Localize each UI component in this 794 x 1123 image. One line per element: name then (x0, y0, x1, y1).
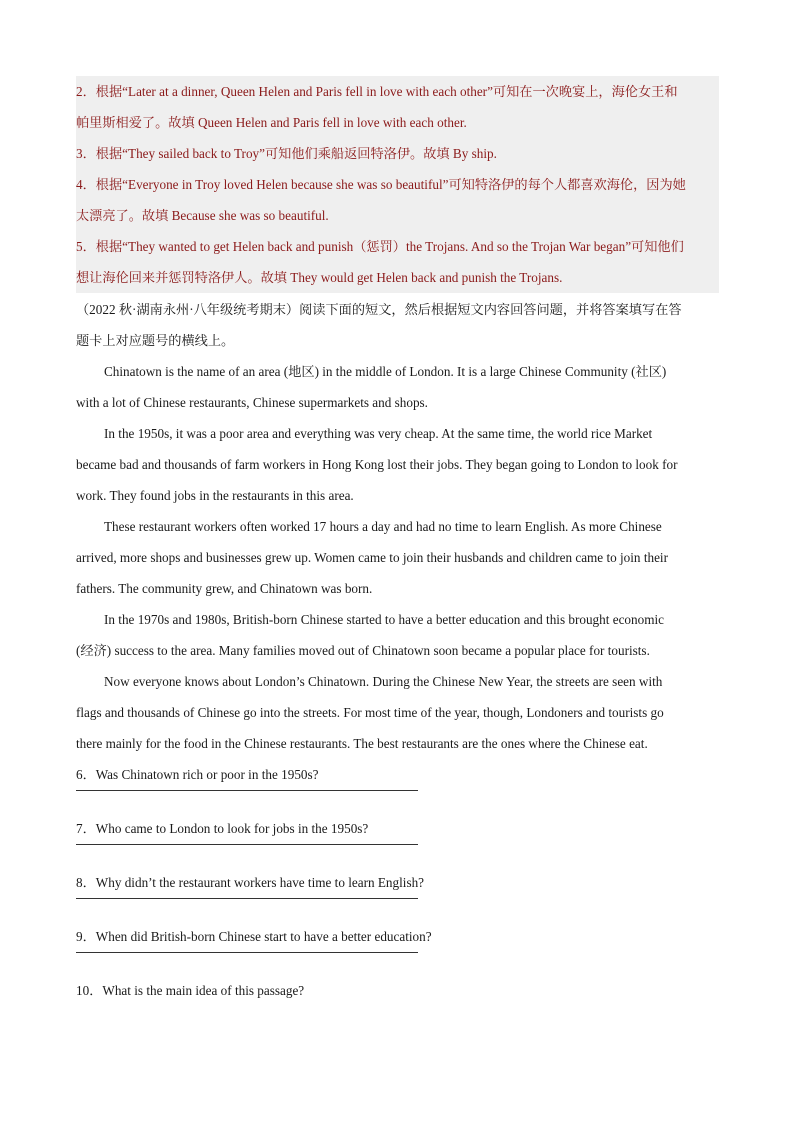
answer-blank-8[interactable] (76, 898, 418, 899)
passage-line: These restaurant workers often worked 17 hours a day and had no time to learn English. As more Chinese (104, 519, 662, 534)
question-8: 8．Why didn’t the restaurant workers have time to learn English? (76, 875, 425, 890)
passage-line: flags and thousands of Chinese go into the streets. For most time of the year, though, Londoners and tourists go (76, 705, 664, 720)
answer-line: 帕里斯相爱了。故填 Queen Helen and Paris fell in love with each other. (76, 115, 467, 130)
passage-line: In the 1970s and 1980s, British-born Chinese started to have a better education and this brought economic (104, 612, 664, 627)
answer-line: 4．根据“Everyone in Troy loved Helen because she was so beautiful”可知特洛伊的每个人都喜欢海伦，因为她 (76, 177, 686, 192)
answer-line: 想让海伦回来并惩罚特洛伊人。故填 They would get Helen back and punish the Trojans. (76, 270, 563, 285)
answer-line: 太漂亮了。故填 Because she was so beautiful. (76, 208, 329, 223)
passage-line: with a lot of Chinese restaurants, Chinese supermarkets and shops. (76, 395, 428, 410)
question-7: 7．Who came to London to look for jobs in the 1950s? (76, 821, 369, 836)
source-line: 题卡上对应题号的横线上。 (76, 333, 235, 348)
passage (76, 356, 719, 759)
passage-line: became bad and thousands of farm workers in Hong Kong lost their jobs. They began going to London to look for (76, 457, 678, 472)
passage-line: In the 1950s, it was a poor area and everything was very cheap. At the same time, the world rice Market (104, 426, 653, 441)
question-10: 10．What is the main idea of this passage? (76, 983, 305, 998)
question-9: 9．When did British-born Chinese start to have a better education? (76, 929, 432, 944)
passage-line: arrived, more shops and businesses grew up. Women came to join their husbands and children came to join their (76, 550, 668, 565)
answer-line: 5．根据“They wanted to get Helen back and punish（惩罚）the Trojans. And so the Trojan War began”可知他们 (76, 239, 684, 254)
answer-line: 2．根据“Later at a dinner, Queen Helen and Paris fell in love with each other”可知在一次晚宴上，海伦女王和 (76, 84, 678, 99)
answer-blank-9[interactable] (76, 952, 418, 953)
passage-line: there mainly for the food in the Chinese restaurants. The best restaurants are the ones where the Chinese eat. (76, 736, 648, 751)
passage-line: Now everyone knows about London’s Chinatown. During the Chinese New Year, the streets are seen with (104, 674, 663, 689)
passage-line: (经济) success to the area. Many families moved out of Chinatown soon became a popular place for tourists. (76, 643, 650, 658)
answer-line: 3．根据“They sailed back to Troy”可知他们乘船返回特洛伊。故填 By ship. (76, 146, 497, 161)
answer-blank-7[interactable] (76, 844, 418, 845)
passage-line: work. They found jobs in the restaurants in this area. (76, 488, 354, 503)
passage-line: fathers. The community grew, and Chinatown was born. (76, 581, 373, 596)
passage-line: Chinatown is the name of an area (地区) in the middle of London. It is a large Chinese Community (社区) (104, 364, 667, 379)
answer-blank-6[interactable] (76, 790, 418, 791)
questions (76, 759, 719, 1006)
reading-section (76, 294, 719, 1006)
question-6: 6．Was Chinatown rich or poor in the 1950s? (76, 767, 319, 782)
source-line: （2022 秋·湖南永州·八年级统考期末）阅读下面的短文，然后根据短文内容回答问题，并将答案填写在答 (76, 302, 682, 317)
answer-explanation-block (76, 76, 719, 293)
